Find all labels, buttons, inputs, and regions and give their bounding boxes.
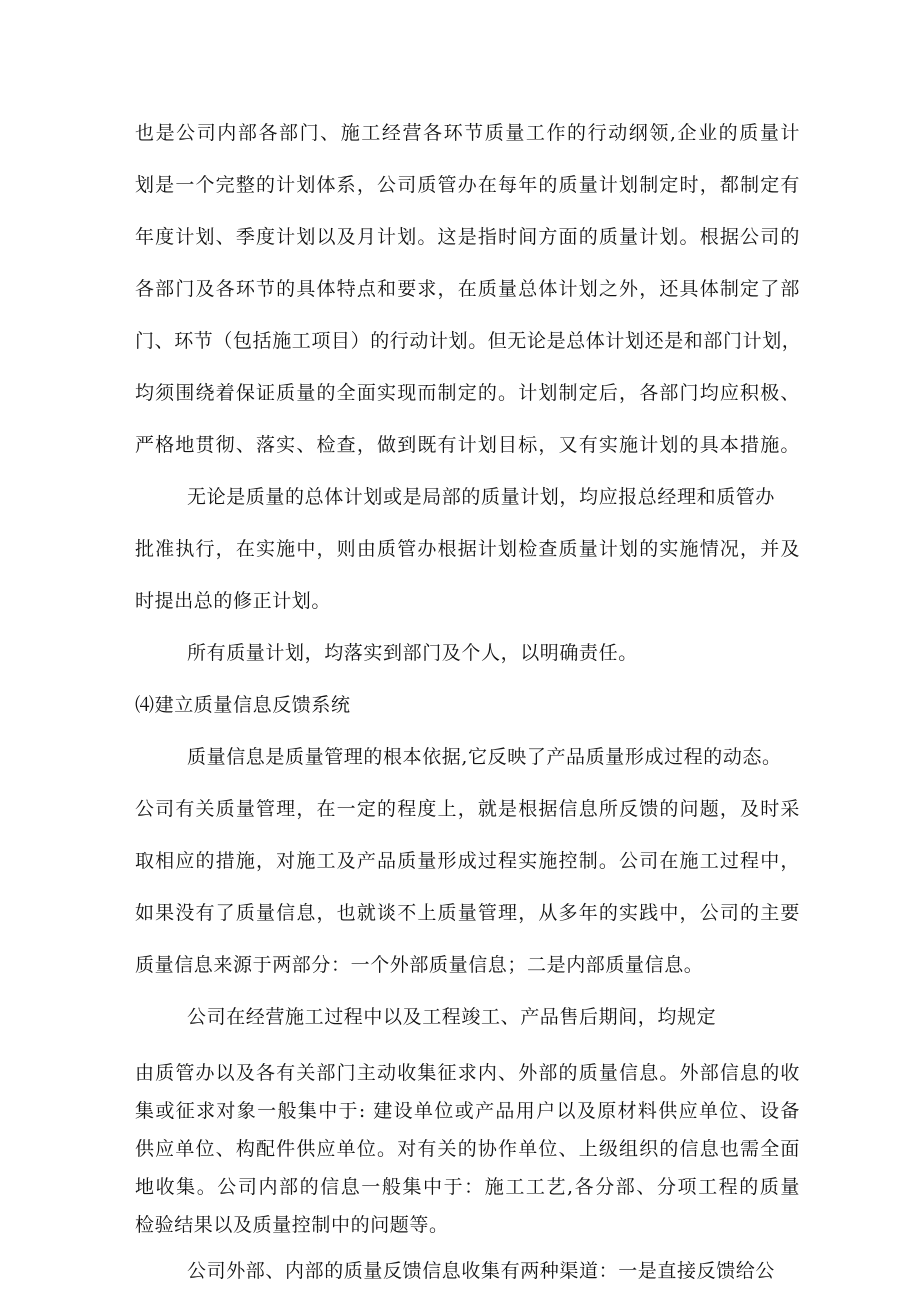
text-line: 时提出总的修正计划。 <box>135 590 332 612</box>
text-line: 严格地贯彻、落实、检查，做到既有计划目标，又有实施计划的具本措施。 <box>135 434 800 456</box>
text-line: 批准执行，在实施中，则由质管办根据计划检查质量计划的实施情况，并及 <box>135 538 800 560</box>
text-line: 取相应的措施，对施工及产品质量形成过程实施控制。公司在施工过程中， <box>135 850 800 872</box>
text-line: 供应单位、构配件供应单位。对有关的协作单位、上级组织的信息也需全面 <box>135 1138 800 1160</box>
text-line: 质量信息是质量管理的根本依据,它反映了产品质量形成过程的动态。 <box>187 746 782 768</box>
text-line: 所有质量计划，均落实到部门及个人，以明确责任。 <box>187 642 638 664</box>
text-line: 地收集。公司内部的信息一般集中于：施工工艺,各分部、分项工程的质量 <box>135 1176 800 1198</box>
text-line: 划是一个完整的计划体系，公司质管办在每年的质量计划制定时，都制定有 <box>135 174 800 196</box>
text-line: 公司外部、内部的质量反馈信息收集有两种渠道：一是直接反馈给公 <box>187 1260 776 1282</box>
text-line: 公司在经营施工过程中以及工程竣工、产品售后期间，均规定 <box>187 1006 717 1028</box>
text-line: 均须围绕着保证质量的全面实现而制定的。计划制定后，各部门均应积极、 <box>135 382 800 404</box>
text-line: 公司有关质量管理，在一定的程度上，就是根据信息所反馈的问题，及时采 <box>135 798 800 820</box>
text-line: 由质管办以及各有关部门主动收集征求内、外部的质量信息。外部信息的收 <box>135 1062 800 1084</box>
text-line: 如果没有了质量信息，也就谈不上质量管理，从多年的实践中，公司的主要 <box>135 902 800 924</box>
section-heading: ⑷建立质量信息反馈系统 <box>135 694 351 716</box>
text-line: 门、环节（包括施工项目）的行动计划。但无论是总体计划还是和部门计划， <box>135 330 802 352</box>
text-line: 无论是质量的总体计划或是局部的质量计划，均应报总经理和质管办 <box>187 486 776 508</box>
text-line: 检验结果以及质量控制中的问题等。 <box>135 1214 449 1236</box>
text-line: 质量信息来源于两部分：一个外部质量信息；二是内部质量信息。 <box>135 954 704 976</box>
text-line: 各部门及各环节的具体特点和要求，在质量总体计划之外，还具体制定了部 <box>135 278 800 300</box>
text-line: 年度计划、季度计划以及月计划。这是指时间方面的质量计划。根据公司的 <box>135 226 800 248</box>
text-line: 也是公司内部各部门、施工经营各环节质量工作的行动纲领,企业的质量计 <box>135 122 800 144</box>
text-line: 集或征求对象一般集中于: 建设单位或产品用户以及原材料供应单位、设备 <box>135 1100 800 1122</box>
